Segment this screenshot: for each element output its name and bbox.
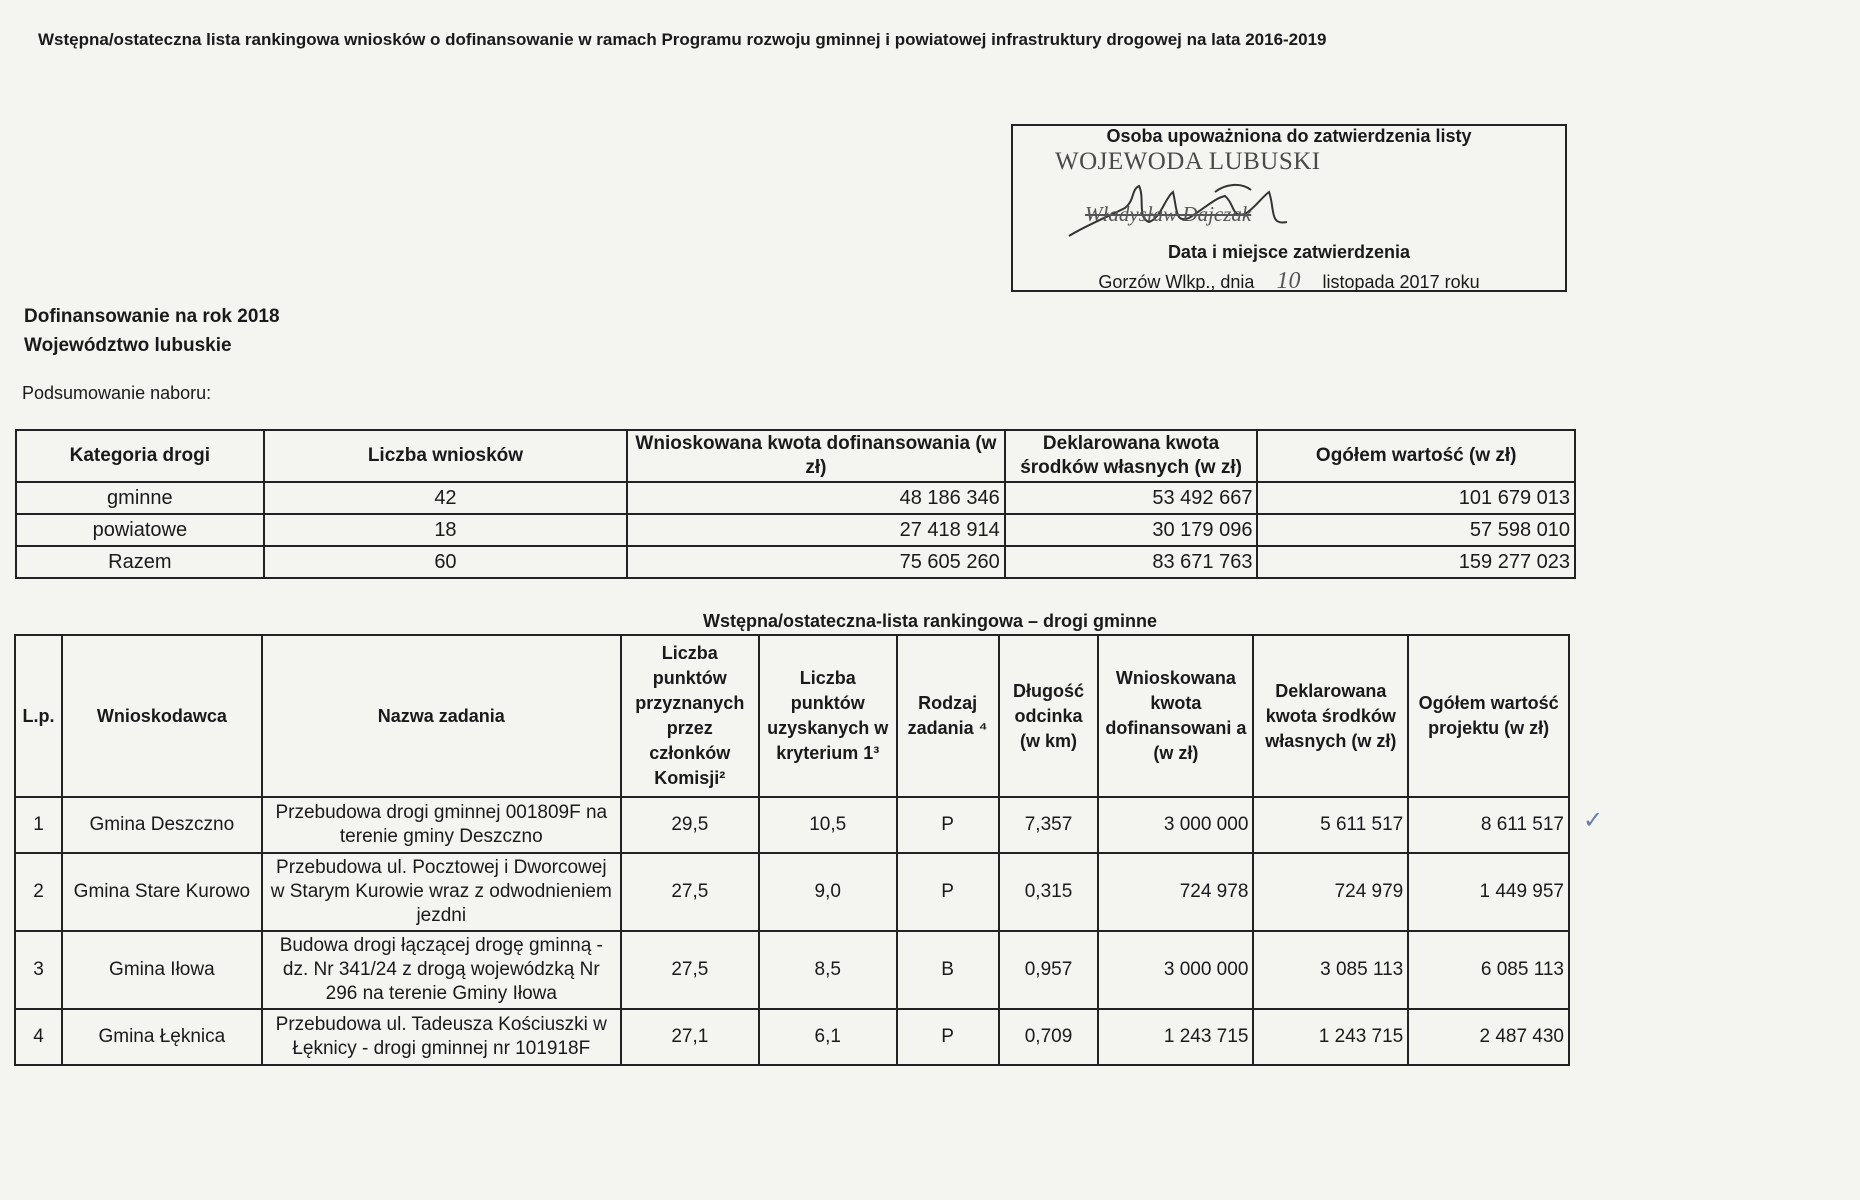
ranking-cell: 8 611 517 [1408,797,1569,853]
ranking-cell: 724 979 [1253,853,1408,931]
ranking-header-cell: Rodzaj zadania ⁴ [897,635,999,797]
summary-cell: 75 605 260 [627,546,1005,578]
ranking-header-cell: L.p. [15,635,62,797]
summary-cell: 101 679 013 [1257,482,1575,514]
ranking-cell: P [897,1009,999,1065]
voivodeship: Województwo lubuskie [24,335,232,356]
ranking-row [15,853,1569,931]
ranking-cell: 724 978 [1098,853,1253,931]
ranking-table [14,634,1570,1066]
ranking-cell: 3 [15,931,62,1009]
ranking-header-row [15,635,1569,797]
summary-cell: 27 418 914 [627,514,1005,546]
ranking-cell: 6 085 113 [1408,931,1569,1009]
ranking-header-cell: Liczba punktów przyznanych przez członków Komisji² [621,635,759,797]
ranking-cell: Gmina Stare Kurowo [62,853,262,931]
summary-cell: gminne [16,482,264,514]
funding-year-block [24,302,280,360]
approval-box [1011,124,1567,292]
ranking-row [15,1009,1569,1065]
ranking-cell: 6,1 [759,1009,897,1065]
check-mark-icon: ✓ [1583,807,1604,834]
summary-row [16,546,1575,578]
approval-date-label: Data i miejsce zatwierdzenia [1167,242,1411,262]
ranking-cell: Budowa drogi łączącej drogę gminną - dz. Nr 341/24 z drogą wojewódzką Nr 296 na terenie Gminy Iłowa [262,931,621,1009]
ranking-cell: Gmina Deszczno [62,797,262,853]
ranking-row [15,931,1569,1009]
ranking-cell: 2 487 430 [1408,1009,1569,1065]
ranking-cell: Przebudowa ul. Tadeusza Kościuszki w Łęknicy - drogi gminnej nr 101918F [262,1009,621,1065]
summary-cell: 42 [264,482,627,514]
ranking-cell: 2 [15,853,62,931]
ranking-cell: 27,5 [621,931,759,1009]
ranking-cell: 1 449 957 [1408,853,1569,931]
ranking-cell: 0,315 [999,853,1099,931]
ranking-cell: 29,5 [621,797,759,853]
summary-header-cell: Ogółem wartość (w zł) [1257,430,1575,482]
ranking-cell: Gmina Łęknica [62,1009,262,1065]
place-prefix: Gorzów Wlkp., dnia [1098,272,1255,292]
approval-day: 10 [1276,268,1301,294]
ranking-header-cell: Wnioskodawca [62,635,262,797]
ranking-row [15,797,1569,853]
ranking-cell: 9,0 [759,853,897,931]
place-suffix: listopada 2017 roku [1322,272,1480,292]
summary-cell: 83 671 763 [1005,546,1258,578]
ranking-header-cell: Wnioskowana kwota dofinansowani a (w zł) [1098,635,1253,797]
summary-table [15,429,1576,579]
ranking-cell: 4 [15,1009,62,1065]
ranking-cell: Przebudowa ul. Pocztowej i Dworcowej w Starym Kurowie wraz z odwodnieniem jezdni [262,853,621,931]
summary-cell: 159 277 023 [1257,546,1575,578]
ranking-cell: 7,357 [999,797,1099,853]
ranking-cell: 1 243 715 [1098,1009,1253,1065]
ranking-cell: 8,5 [759,931,897,1009]
ranking-cell: 27,1 [621,1009,759,1065]
ranking-header-cell: Deklarowana kwota środków własnych (w zł) [1253,635,1408,797]
signer-name: Władysław Dajczak [1085,202,1252,226]
approval-label: Osoba upoważniona do zatwierdzenia listy [1106,126,1472,146]
summary-label: Podsumowanie naboru: [22,383,212,403]
ranking-header-cell: Liczba punktów uzyskanych w kryterium 1³ [759,635,897,797]
ranking-cell: 27,5 [621,853,759,931]
ranking-cell: 1 [15,797,62,853]
summary-cell: 53 492 667 [1005,482,1258,514]
ranking-cell: 10,5 [759,797,897,853]
approval-place-date [1013,268,1565,295]
summary-row [16,514,1575,546]
summary-cell: powiatowe [16,514,264,546]
ranking-header-cell: Długość odcinka (w km) [999,635,1099,797]
summary-cell: 30 179 096 [1005,514,1258,546]
ranking-cell: 5 611 517 [1253,797,1408,853]
ranking-cell: 0,709 [999,1009,1099,1065]
wojewoda-stamp: WOJEWODA LUBUSKI [1055,148,1321,175]
ranking-cell: B [897,931,999,1009]
document-title: Wstępna/ostateczna lista rankingowa wniosków o dofinansowanie w ramach Programu rozwoju gminnej i powiatowej infrastruktury drogowej na lata 2016-2019 [38,30,1327,49]
summary-cell: 60 [264,546,627,578]
ranking-cell: 3 000 000 [1098,797,1253,853]
ranking-header-cell: Nazwa zadania [262,635,621,797]
ranking-header-cell: Ogółem wartość projektu (w zł) [1408,635,1569,797]
summary-row [16,482,1575,514]
ranking-cell: Przebudowa drogi gminnej 001809F na terenie gminy Deszczno [262,797,621,853]
summary-cell: 48 186 346 [627,482,1005,514]
summary-cell: Razem [16,546,264,578]
ranking-cell: 0,957 [999,931,1099,1009]
ranking-cell: P [897,853,999,931]
summary-cell: 57 598 010 [1257,514,1575,546]
summary-cell: 18 [264,514,627,546]
summary-header-cell: Deklarowana kwota środków własnych (w zł) [1005,430,1258,482]
ranking-cell: Gmina Iłowa [62,931,262,1009]
summary-header-cell: Liczba wniosków [264,430,627,482]
ranking-cell: 1 243 715 [1253,1009,1408,1065]
funding-year: Dofinansowanie na rok 2018 [24,306,280,327]
ranking-title: Wstępna/ostateczna-lista rankingowa – drogi gminne [702,611,1158,631]
summary-header-row [16,430,1575,482]
ranking-cell: P [897,797,999,853]
summary-header-cell: Wnioskowana kwota dofinansowania (w zł) [627,430,1005,482]
ranking-cell: 3 000 000 [1098,931,1253,1009]
ranking-cell: 3 085 113 [1253,931,1408,1009]
summary-header-cell: Kategoria drogi [16,430,264,482]
